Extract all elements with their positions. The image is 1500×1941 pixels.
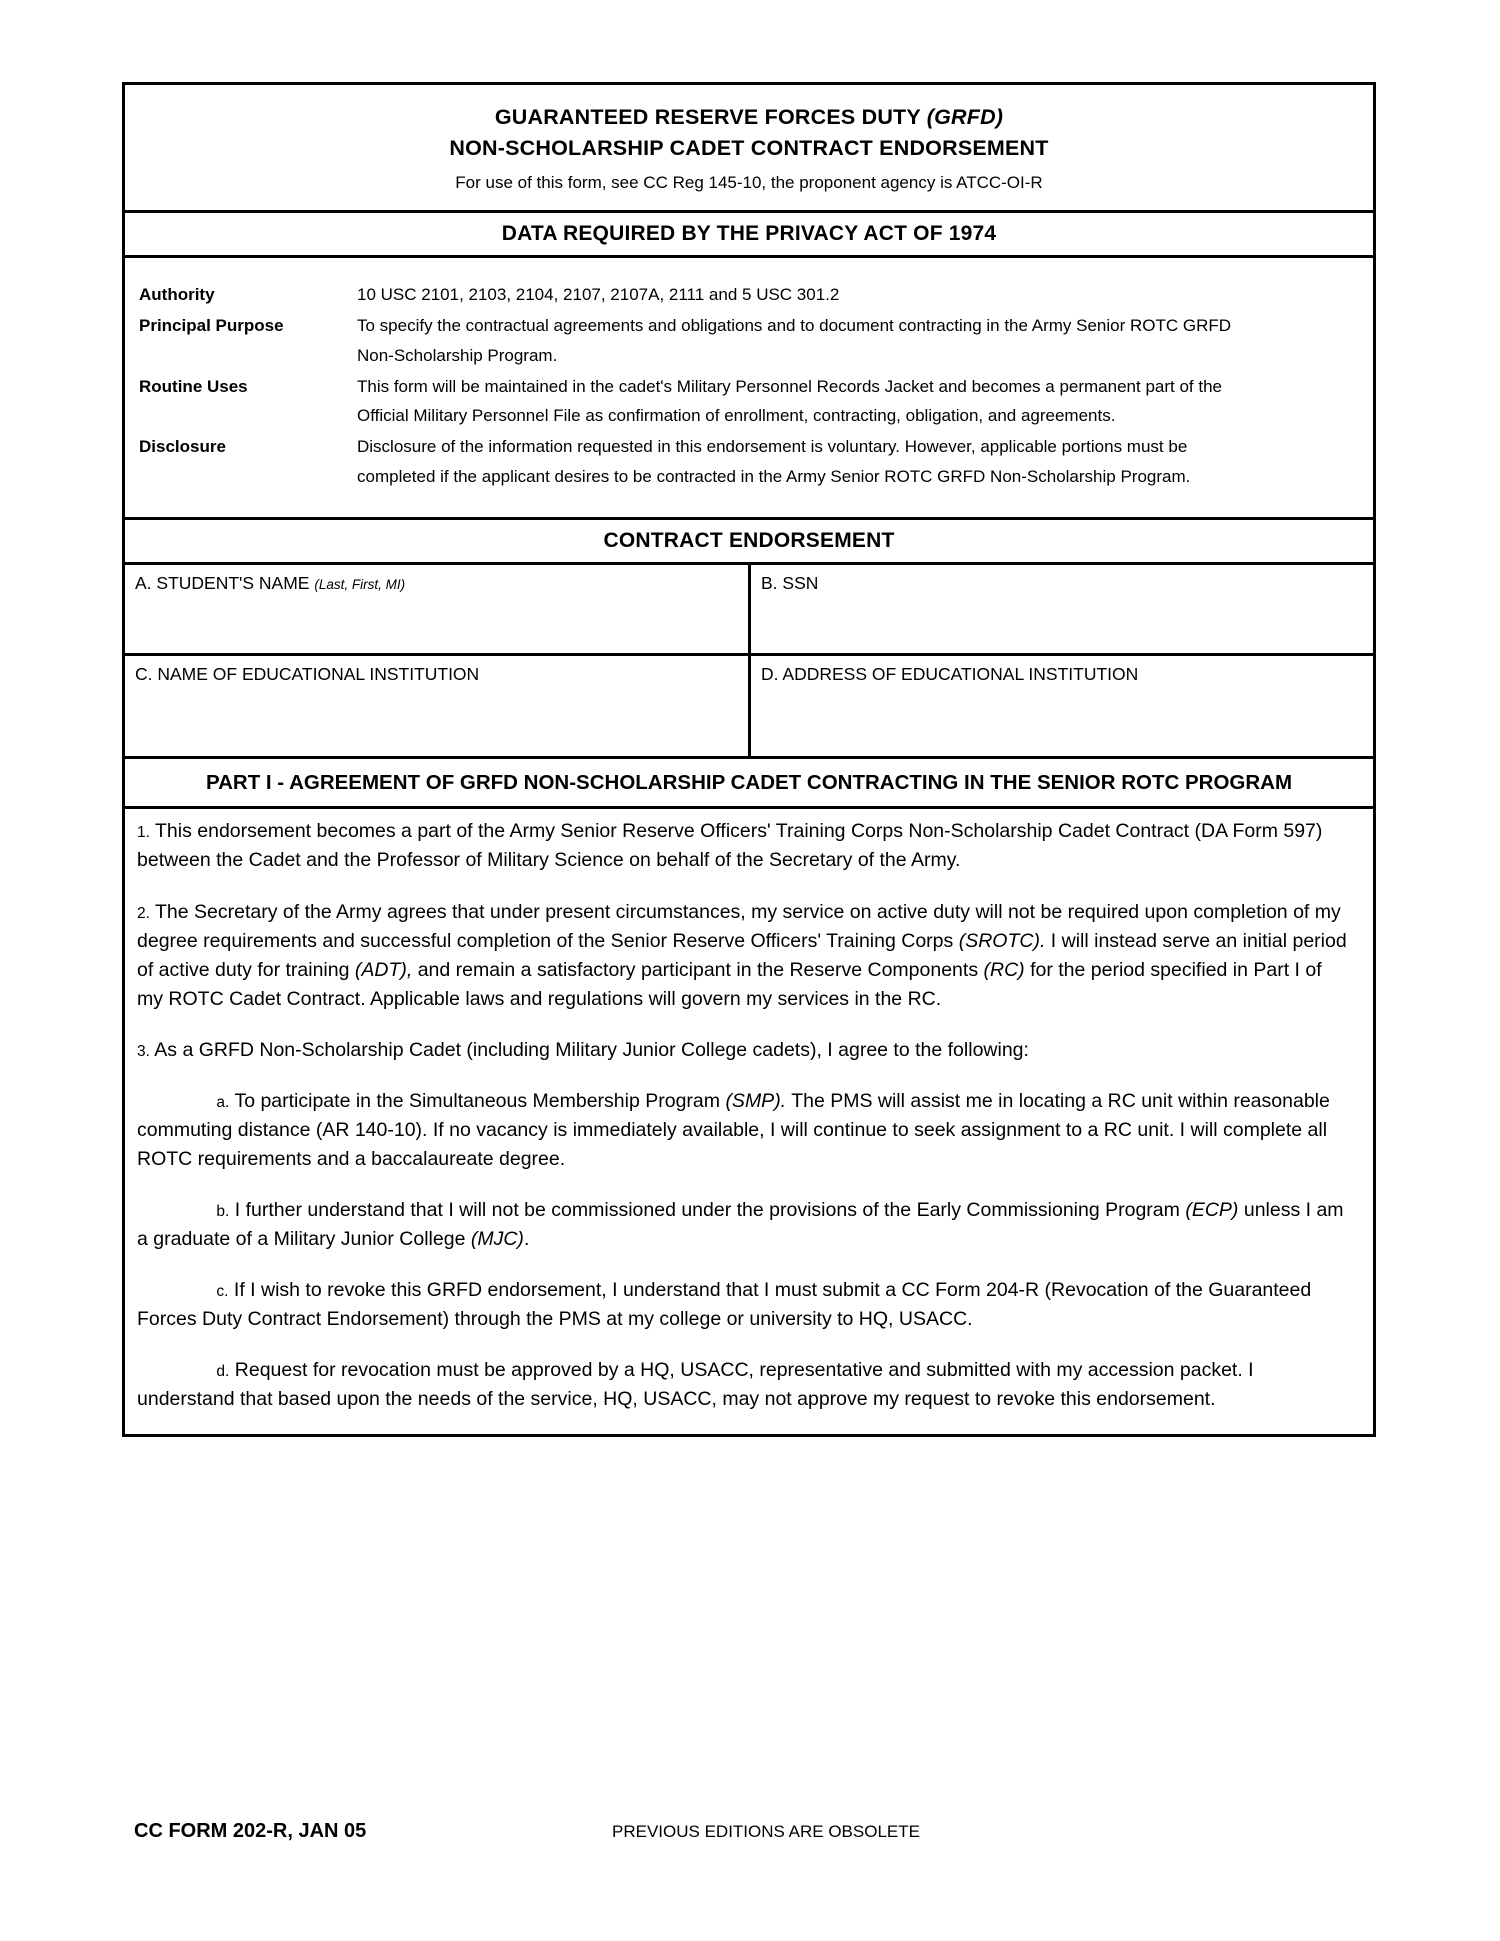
paragraph-3d-marker: d. <box>216 1363 230 1381</box>
paragraph-2-text-2: I will instead serve an initial period of active duty for training <box>137 929 1347 981</box>
previous-editions-note: PREVIOUS EDITIONS ARE OBSOLETE <box>612 1822 920 1841</box>
field-ssn-label: B. SSN <box>761 572 819 593</box>
paragraph-3a <box>137 1087 1351 1174</box>
paragraph-3b <box>137 1196 1351 1254</box>
paragraph-3a-marker: a. <box>216 1093 230 1111</box>
field-row-name-ssn <box>125 562 1373 653</box>
privacy-label-principal-purpose: Principal Purpose <box>139 316 284 336</box>
paragraph-2-acronym-adt: (ADT), <box>354 958 413 981</box>
privacy-act-banner: DATA REQUIRED BY THE PRIVACY ACT OF 1974 <box>125 210 1373 255</box>
paragraph-3b-acronym-mjc: (MJC) <box>470 1227 524 1250</box>
form-title-main: GUARANTEED RESERVE FORCES DUTY <box>494 105 921 129</box>
field-row-institution <box>125 653 1373 756</box>
paragraph-2 <box>137 898 1351 1014</box>
privacy-label-disclosure: Disclosure <box>139 437 226 457</box>
paragraph-3a-text-2: The PMS will assist me in locating a RC unit within reasonable commuting distance (AR 140-10). If no vacancy is immediately available, I will continue to seek assignment to a RC unit. I will complete all ROTC requirements and a baccalaureate degree. <box>137 1089 1330 1170</box>
form-footer <box>122 1820 1376 1843</box>
paragraph-3b-acronym-ecp: (ECP) <box>1185 1198 1239 1221</box>
paragraph-2-text-1: The Secretary of the Army agrees that under present circumstances, my service on active duty will not be required upon completion of my degree requirements and successful completion of the Senior Reserve Officers' Training Corps <box>137 900 1341 952</box>
paragraph-1 <box>137 817 1351 875</box>
privacy-row-disclosure <box>139 432 1359 490</box>
paragraph-3d <box>137 1356 1351 1414</box>
privacy-act-block <box>125 255 1373 517</box>
privacy-label-routine-uses: Routine Uses <box>139 376 248 396</box>
form-title-acronym: (GRFD) <box>926 105 1004 129</box>
paragraph-3c-marker: c. <box>216 1283 229 1300</box>
paragraph-3c-text: If I wish to revoke this GRFD endorsement, I understand that I must submit a CC Form 204-R (Revocation of the Guaranteed Forces Duty Contract Endorsement) through the PMS at my college or university to HQ, USACC. <box>137 1279 1312 1331</box>
field-institution-name-label: C. NAME OF EDUCATIONAL INSTITUTION <box>135 663 480 684</box>
paragraph-3b-text-2: unless I am a graduate of a Military Junior College <box>137 1198 1344 1250</box>
paragraph-2-text-4: for the period specified in Part I of my ROTC Cadet Contract. Applicable laws and regulations will govern my services in the RC. <box>137 958 1322 1010</box>
field-ssn[interactable] <box>751 565 1373 653</box>
privacy-row-routine-uses <box>139 372 1359 430</box>
privacy-label-authority: Authority <box>139 285 215 305</box>
paragraph-2-marker: 2. <box>137 904 150 922</box>
paragraph-3d-text: Request for revocation must be approved by a HQ, USACC, representative and submitted with my accession packet. I understand that based upon the needs of the service, HQ, USACC, may not approve my request to revoke this endorsement. <box>137 1359 1254 1411</box>
form-proponent-line: For use of this form, see CC Reg 145-10, the proponent agency is ATCC-OI-R <box>455 173 1043 193</box>
paragraph-3a-text-1: To participate in the Simultaneous Membership Program <box>234 1089 721 1112</box>
privacy-value-routine-uses: This form will be maintained in the cadet's Military Personnel Records Jacket and becomes a permanent part of the Official Military Personnel File as confirmation of enrollment, contracting, obligation, and agreements. <box>357 376 1222 426</box>
field-student-name-note: (Last, First, MI) <box>314 576 406 592</box>
privacy-row-principal-purpose <box>139 311 1359 369</box>
field-student-name-label: A. STUDENT'S NAME <box>135 572 310 593</box>
paragraph-1-text: This endorsement becomes a part of the Army Senior Reserve Officers' Training Corps Non-Scholarship Cadet Contract (DA Form 597) between the Cadet and the Professor of Military Science on behalf of the Secretary of the Army. <box>137 820 1323 872</box>
form-title-primary <box>139 103 1359 132</box>
paragraph-3b-text-3: . <box>523 1227 530 1250</box>
privacy-value-authority: 10 USC 2101, 2103, 2104, 2107, 2107A, 2111 and 5 USC 301.2 <box>357 285 840 305</box>
privacy-row-authority <box>139 280 1359 309</box>
part-one-banner: PART I - AGREEMENT OF GRFD NON-SCHOLARSHIP CADET CONTRACTING IN THE SENIOR ROTC PROGRAM <box>125 756 1373 807</box>
paragraph-3a-acronym-smp: (SMP). <box>725 1089 787 1112</box>
paragraph-3b-marker: b. <box>216 1202 230 1220</box>
field-student-name[interactable] <box>125 565 751 653</box>
paragraph-3b-text-1: I further understand that I will not be commissioned under the provisions of the Early Commissioning Program <box>234 1198 1180 1221</box>
form-frame <box>122 82 1376 1437</box>
paragraph-1-marker: 1. <box>137 824 150 842</box>
paragraph-2-acronym-srotc: (SROTC). <box>958 929 1046 952</box>
form-title-secondary: NON-SCHOLARSHIP CADET CONTRACT ENDORSEMENT <box>449 136 1049 161</box>
paragraph-3 <box>137 1036 1351 1065</box>
paragraph-3-marker: 3. <box>137 1042 150 1060</box>
paragraph-2-text-3: and remain a satisfactory participant in the Reserve Components <box>417 958 979 981</box>
paragraph-2-acronym-rc: (RC) <box>983 958 1025 981</box>
field-institution-name[interactable] <box>125 656 751 756</box>
form-id-label: CC FORM 202-R, JAN 05 <box>134 1820 367 1842</box>
field-institution-address[interactable] <box>751 656 1373 756</box>
paragraph-3-text: As a GRFD Non-Scholarship Cadet (including Military Junior College cadets), I agree to the following: <box>154 1038 1029 1061</box>
paragraph-3c <box>137 1276 1351 1334</box>
privacy-value-principal-purpose: To specify the contractual agreements and obligations and to document contracting in the Army Senior ROTC GRFD Non-Scholarship Program. <box>357 316 1232 365</box>
contract-endorsement-banner: CONTRACT ENDORSEMENT <box>125 517 1373 562</box>
field-institution-address-label: D. ADDRESS OF EDUCATIONAL INSTITUTION <box>761 663 1139 684</box>
part-one-body <box>125 806 1373 1434</box>
form-header <box>125 85 1373 210</box>
privacy-value-disclosure: Disclosure of the information requested in this endorsement is voluntary. However, applicable portions must be completed if the applicant desires to be contracted in the Army Senior ROTC GRFD Non-Scholarship Program. <box>357 437 1191 486</box>
